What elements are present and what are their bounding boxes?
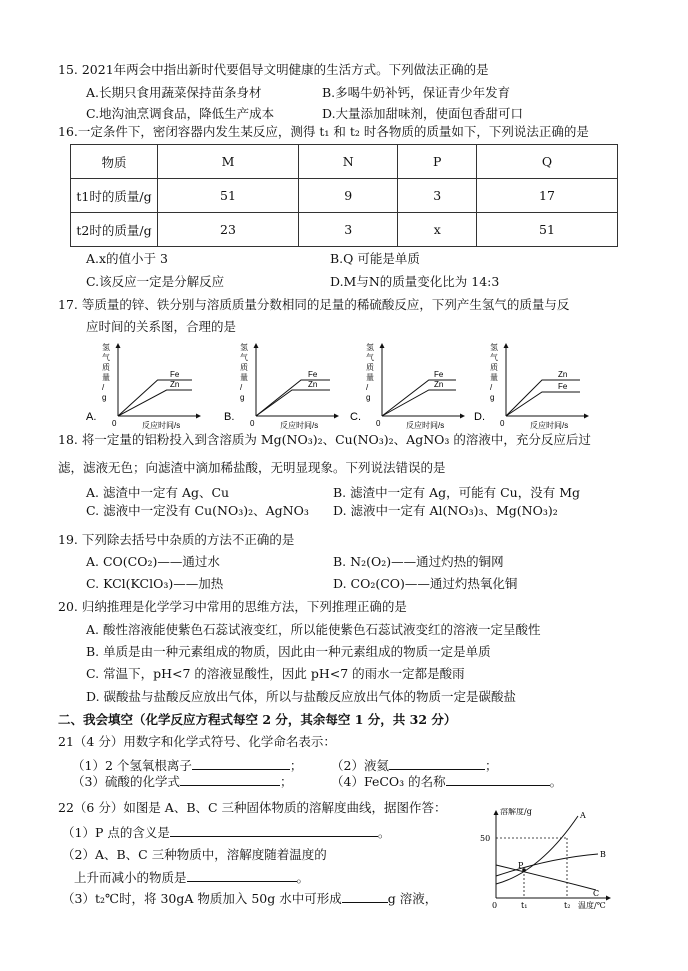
q22-item-2b-label: 上升而减小的物质是 — [74, 870, 187, 885]
y-axis-arrow — [254, 343, 259, 348]
q16-option-c: C.该反应一定是分解反应 — [86, 274, 225, 289]
q18-option-a: A. 滤渣中一定有 Ag、Cu — [86, 485, 230, 500]
y-axis-label-char: g — [490, 393, 495, 402]
y-axis-label-char: 质 — [102, 363, 110, 372]
answer-blank[interactable] — [187, 869, 297, 882]
x-axis-label: 反应时间/s — [530, 421, 569, 430]
series-label: Zn — [434, 380, 444, 389]
q16-option-a: A.x的值小于 3 — [86, 251, 168, 266]
series-label: Fe — [558, 382, 568, 391]
y-axis-label-char: 氢 — [366, 343, 374, 352]
q22-item-1 — [62, 824, 390, 841]
separator: ； — [484, 758, 498, 773]
q20-option-a: A. 酸性溶液能使紫色石蕊试液变红，所以能使紫色石蕊试液变红的溶液一定呈酸性 — [86, 622, 541, 637]
y-axis-label-char: 氢 — [240, 343, 248, 352]
x-tick-t1: t₁ — [521, 901, 528, 910]
x-axis-arrow — [196, 414, 201, 419]
y-axis-label-char: 质 — [240, 363, 248, 372]
table-cell: t1时的质量/g — [71, 179, 158, 213]
series-line — [382, 380, 456, 416]
q18-option-b: B. 滤渣中一定有 Ag，可能有 Cu，没有 Mg — [333, 485, 580, 500]
answer-blank[interactable] — [192, 757, 290, 770]
answer-blank[interactable] — [170, 824, 378, 837]
series-label: Zn — [558, 370, 568, 379]
series-line — [256, 380, 330, 416]
series-line — [118, 390, 192, 416]
table-header: 物质 — [71, 145, 158, 179]
solubility-chart — [480, 808, 620, 912]
y-axis-label-char: 量 — [366, 373, 374, 382]
table-cell: x — [398, 213, 477, 247]
table-cell: 51 — [158, 179, 299, 213]
y-axis-label-char: g — [102, 393, 107, 402]
table-cell: 3 — [398, 179, 477, 213]
x-axis-arrow — [584, 414, 589, 419]
origin-label: 0 — [250, 419, 255, 428]
q20-option-b: B. 单质是由一种元素组成的物质，因此由一种元素组成的物质一定是单质 — [86, 644, 491, 659]
option-letter: A. — [86, 411, 97, 423]
q17-graph-c[interactable] — [350, 340, 470, 432]
q17-graph-d[interactable] — [474, 340, 594, 432]
q21-item-4 — [331, 773, 562, 790]
q21-item-3 — [72, 773, 292, 790]
y-axis-label-char: 质 — [490, 363, 498, 372]
table-cell: 3 — [298, 213, 398, 247]
series-label: Fe — [308, 370, 318, 379]
end-mark: 。 — [377, 825, 391, 840]
y-tick-50: 50 — [480, 834, 491, 843]
y-axis-label-char: 量 — [240, 373, 248, 382]
q19-option-d: D. CO₂(CO)——通过灼热氧化铜 — [333, 576, 518, 591]
table-header: Q — [477, 145, 618, 179]
origin-label: 0 — [376, 419, 381, 428]
q19-stem: 19. 下列除去括号中杂质的方法不正确的是 — [58, 532, 295, 547]
series-a-line — [496, 816, 578, 884]
series-c-line — [496, 865, 596, 890]
q16-table — [70, 144, 618, 247]
q17-graph-b[interactable] — [224, 340, 344, 432]
series-label: Fe — [434, 370, 444, 379]
q16-option-b: B.Q 可能是单质 — [330, 251, 420, 266]
y-axis-label-char: 质 — [366, 363, 374, 372]
series-line — [382, 390, 456, 416]
q19-option-b: B. N₂(O₂)——通过灼热的铜网 — [333, 554, 504, 569]
x-axis-label: 温度/℃ — [578, 901, 606, 910]
table-header: P — [398, 145, 477, 179]
q22-item-1-label: （1）P 点的含义是 — [62, 825, 170, 840]
table-header: M — [158, 145, 299, 179]
y-axis-label-char: 氢 — [102, 343, 110, 352]
y-axis-arrow — [494, 810, 499, 815]
y-axis-arrow — [380, 343, 385, 348]
q21-item-3-label: （3）硫酸的化学式 — [72, 774, 180, 789]
series-b-line — [496, 854, 598, 876]
end-mark: 。 — [549, 774, 563, 789]
x-axis-label: 反应时间/s — [142, 421, 181, 430]
q20-stem: 20. 归纳推理是化学学习中常用的思维方法，下列推理正确的是 — [58, 599, 407, 614]
separator: ； — [289, 758, 303, 773]
x-axis-arrow — [460, 414, 465, 419]
q19-option-c: C. KCl(KClO₃)——加热 — [86, 576, 224, 591]
q17-stem-line2: 应时间的关系图，合理的是 — [86, 319, 237, 334]
q21-item-2-label: （2）液氦 — [331, 758, 389, 773]
end-mark: 。 — [296, 870, 310, 885]
q16-option-d: D.M与N的质量变化比为 14:3 — [330, 274, 500, 289]
origin-label: 0 — [112, 419, 117, 428]
x-axis-label: 反应时间/s — [280, 421, 319, 430]
y-axis-label-char: / — [366, 383, 369, 392]
q21-item-2 — [331, 757, 497, 774]
point-p-label: P — [518, 861, 524, 870]
option-letter: D. — [474, 411, 485, 423]
y-axis-label-char: 量 — [490, 373, 498, 382]
y-axis-label-char: 气 — [366, 353, 374, 362]
q22-item-2a: （2）A、B、C 三种物质中，溶解度随着温度的 — [62, 847, 327, 862]
y-axis-label-char: 气 — [490, 353, 498, 362]
y-axis-label-char: / — [102, 383, 105, 392]
q15-stem: 15. 2021年两会中指出新时代要倡导文明健康的生活方式。下列做法正确的是 — [58, 62, 489, 77]
q18-stem-line1: 18. 将一定量的铝粉投入到含溶质为 Mg(NO₃)₂、Cu(NO₃)₂、AgNO₃ 的溶液中，充分反应后过 — [58, 432, 591, 447]
x-tick-t2: t₂ — [564, 901, 571, 910]
x-origin-label: 0 — [492, 901, 498, 910]
q18-option-d: D. 滤液中一定有 Al(NO₃)₃、Mg(NO₃)₂ — [333, 503, 558, 518]
separator: ； — [279, 774, 293, 789]
answer-blank[interactable] — [389, 757, 485, 770]
q22-item-2b — [74, 869, 309, 886]
table-cell: 9 — [298, 179, 398, 213]
q16-stem: 16.一定条件下，密闭容器内发生某反应，测得 t₁ 和 t₂ 时各物质的质量如下，下列说法正确的是 — [58, 124, 589, 139]
series-line — [256, 390, 330, 416]
q20-option-c: C. 常温下，pH<7 的溶液显酸性，因此 pH<7 的雨水一定都是酸雨 — [86, 666, 465, 681]
y-axis-label-char: / — [240, 383, 243, 392]
q18-option-c: C. 滤液中一定没有 Cu(NO₃)₂、AgNO₃ — [86, 503, 309, 518]
x-axis-label: 反应时间/s — [406, 421, 445, 430]
y-axis-label: 溶解度/g — [500, 808, 532, 816]
q22-item-3a-label: （3）t₂℃时，将 30gA 物质加入 50g 水中可形成 — [62, 891, 342, 906]
y-axis-label-char: 量 — [102, 373, 110, 382]
answer-blank[interactable] — [342, 890, 388, 903]
q18-stem-line2: 滤，滤液无色；向滤渣中滴加稀盐酸，无明显现象。下列说法错误的是 — [58, 460, 446, 475]
q22-stem: 22（6 分）如图是 A、B、C 三种固体物质的溶解度曲线，据图作答： — [58, 800, 447, 815]
y-axis-arrow — [116, 343, 121, 348]
q19-option-a: A. CO(CO₂)——通过水 — [86, 554, 220, 569]
q17-stem-line1: 17. 等质量的锌、铁分别与溶质质量分数相同的足量的稀硫酸反应，下列产生氢气的质量与反 — [58, 297, 570, 312]
table-header: N — [298, 145, 398, 179]
series-a-label: A — [580, 811, 586, 820]
table-cell: 23 — [158, 213, 299, 247]
y-axis-label-char: g — [240, 393, 245, 402]
q15-option-a: A.长期只食用蔬菜保持苗条身材 — [86, 85, 262, 100]
x-axis-arrow — [334, 414, 339, 419]
q17-graph-a[interactable] — [86, 340, 206, 432]
series-c-label: C — [593, 889, 600, 898]
q22-item-3b-label: g 溶液， — [387, 891, 438, 906]
q21-item-4-label: （4）FeCO₃ 的名称 — [331, 774, 446, 789]
x-axis-arrow — [606, 896, 611, 901]
answer-blank[interactable] — [180, 773, 280, 786]
q21-item-1 — [72, 757, 302, 774]
table-cell: 17 — [477, 179, 618, 213]
q21-item-1-label: （1）2 个氢氧根离子 — [72, 758, 192, 773]
table-cell: 51 — [477, 213, 618, 247]
y-axis-label-char: 气 — [102, 353, 110, 362]
y-axis-arrow — [504, 343, 509, 348]
option-letter: B. — [224, 411, 235, 423]
series-line — [506, 380, 580, 416]
q20-option-d: D. 碳酸盐与盐酸反应放出气体，所以与盐酸反应放出气体的物质一定是碳酸盐 — [86, 689, 517, 704]
y-axis-label-char: g — [366, 393, 371, 402]
q15-option-b: B.多喝牛奶补钙，保证青少年发育 — [322, 85, 511, 100]
series-label: Zn — [308, 380, 318, 389]
series-line — [506, 392, 580, 416]
q21-stem: 21（4 分）用数字和化学式符号、化学命名表示： — [58, 734, 336, 749]
origin-label: 0 — [500, 419, 505, 428]
answer-blank[interactable] — [446, 773, 550, 786]
q22-item-3 — [62, 890, 437, 907]
series-b-label: B — [600, 850, 606, 859]
section-heading: 二、我会填空（化学反应方程式每空 2 分，其余每空 1 分，共 32 分） — [58, 712, 457, 727]
y-axis-label-char: 气 — [240, 353, 248, 362]
series-label: Fe — [170, 370, 180, 379]
option-letter: C. — [350, 411, 361, 423]
q15-option-c: C.地沟油烹调食品，降低生产成本 — [86, 106, 275, 121]
y-axis-label-char: / — [490, 383, 493, 392]
y-axis-label-char: 氢 — [490, 343, 498, 352]
q15-option-d: D.大量添加甜味剂，使面包香甜可口 — [322, 106, 524, 121]
table-cell: t2时的质量/g — [71, 213, 158, 247]
series-label: Zn — [170, 380, 180, 389]
